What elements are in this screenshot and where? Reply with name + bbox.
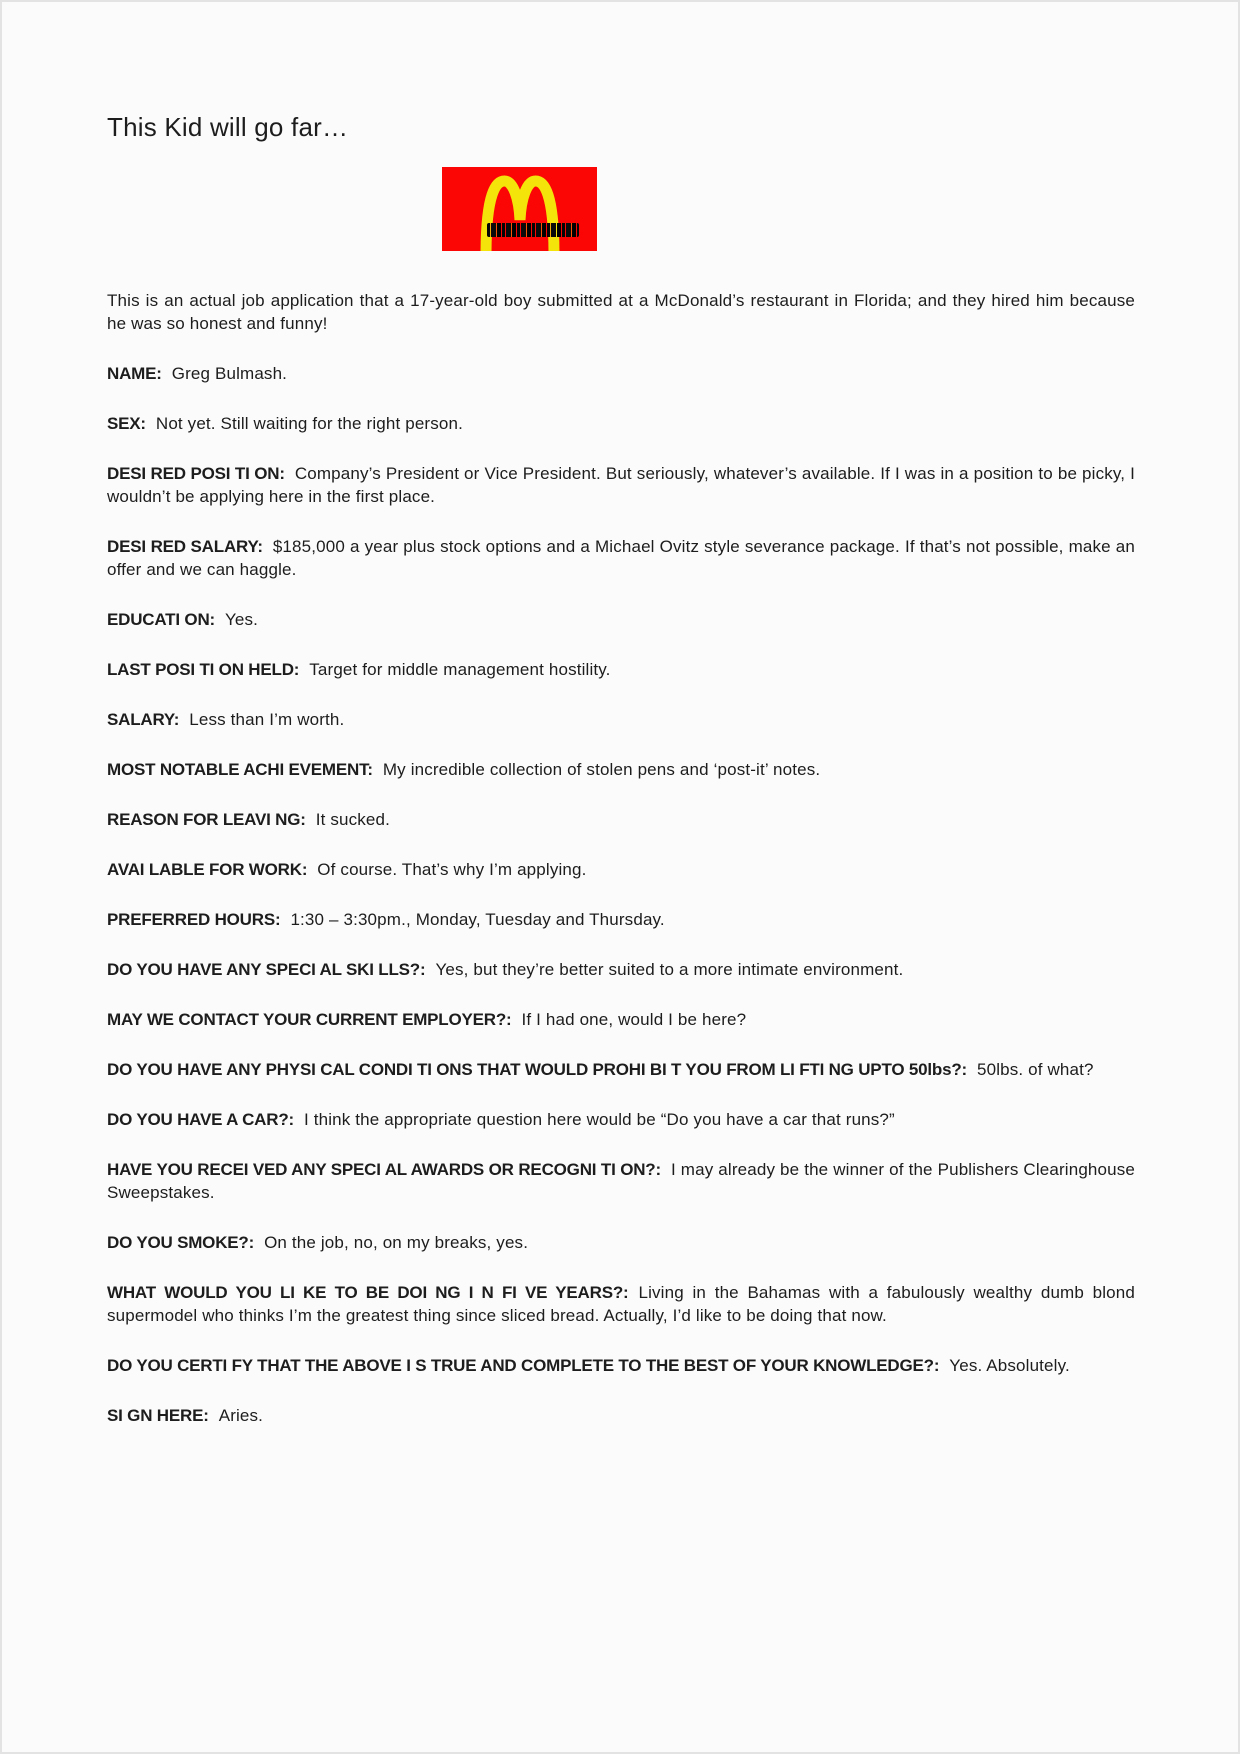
qa-label: LAST POSI TI ON HELD: bbox=[107, 660, 300, 679]
qa-value: It sucked. bbox=[315, 810, 391, 829]
page-content bbox=[107, 2, 1135, 1427]
qa-label: DESI RED POSI TI ON: bbox=[107, 464, 285, 483]
qa-label: WHAT WOULD YOU LI KE TO BE DOI NG I N FI VE YEARS?: bbox=[107, 1283, 629, 1302]
qa-label: REASON FOR LEAVI NG: bbox=[107, 810, 306, 829]
qa-item-physical-conditions bbox=[107, 1058, 1135, 1081]
qa-label: EDUCATI ON: bbox=[107, 610, 215, 629]
qa-label: DESI RED SALARY: bbox=[107, 537, 263, 556]
qa-label: DO YOU SMOKE?: bbox=[107, 1233, 255, 1252]
qa-item-sex bbox=[107, 412, 1135, 435]
qa-value: Greg Bulmash. bbox=[171, 364, 288, 383]
qa-value: Aries. bbox=[218, 1406, 264, 1425]
qa-value: Yes. Absolutely. bbox=[949, 1356, 1070, 1375]
qa-item-education bbox=[107, 608, 1135, 631]
qa-value: If I had one, would I be here? bbox=[521, 1010, 747, 1029]
qa-label: SI GN HERE: bbox=[107, 1406, 209, 1425]
qa-item-special-skills bbox=[107, 958, 1135, 981]
qa-value: My incredible collection of stolen pens and ‘post-it’ notes. bbox=[382, 760, 821, 779]
qa-item-five-years bbox=[107, 1281, 1135, 1327]
qa-label: DO YOU HAVE ANY SPECI AL SKI LLS?: bbox=[107, 960, 426, 979]
qa-value: Company’s President or Vice President. But seriously, whatever’s available. If I was in a position to be picky, I wouldn’t be applying here in the first place. bbox=[107, 464, 1135, 506]
qa-value: Less than I’m worth. bbox=[189, 710, 345, 729]
qa-value: Living in the Bahamas with a fabulously wealthy dumb blond supermodel who thinks I’m the greatest thing since sliced bread. Actually, I’d like to be doing that now. bbox=[107, 1283, 1135, 1325]
qa-value: 50lbs. of what? bbox=[977, 1060, 1094, 1079]
qa-item-available bbox=[107, 858, 1135, 881]
qa-item-smoke bbox=[107, 1231, 1135, 1254]
qa-item-achievement bbox=[107, 758, 1135, 781]
qa-value: Target for middle management hostility. bbox=[309, 660, 611, 679]
qa-label: SEX: bbox=[107, 414, 146, 433]
qa-item-desired-salary bbox=[107, 535, 1135, 581]
qa-value: I may already be the winner of the Publishers Clearinghouse Sweepstakes. bbox=[107, 1160, 1135, 1202]
qa-value: Yes. bbox=[224, 610, 259, 629]
qa-item-contact-employer bbox=[107, 1008, 1135, 1031]
qa-label: PREFERRED HOURS: bbox=[107, 910, 281, 929]
mcdonalds-logo bbox=[442, 167, 597, 251]
qa-item-sign-here bbox=[107, 1404, 1135, 1427]
golden-arches-icon bbox=[442, 167, 597, 251]
intro-paragraph: This is an actual job application that a 17-year-old boy submitted at a McDonald’s restaurant in Florida; and they hired him because he was so honest and funny! bbox=[107, 291, 1135, 333]
qa-value: I think the appropriate question here would be “Do you have a car that runs?” bbox=[304, 1110, 895, 1129]
qa-item-last-position bbox=[107, 658, 1135, 681]
qa-label: HAVE YOU RECEI VED ANY SPECI AL AWARDS OR RECOGNI TI ON?: bbox=[107, 1160, 661, 1179]
qa-value: Yes, but they’re better suited to a more intimate environment. bbox=[435, 960, 904, 979]
qa-label: SALARY: bbox=[107, 710, 180, 729]
qa-label: AVAI LABLE FOR WORK: bbox=[107, 860, 308, 879]
qa-label: DO YOU HAVE A CAR?: bbox=[107, 1110, 294, 1129]
qa-item-desired-position bbox=[107, 462, 1135, 508]
qa-label: DO YOU CERTI FY THAT THE ABOVE I S TRUE AND COMPLETE TO THE BEST OF YOUR KNOWLEDGE?: bbox=[107, 1356, 940, 1375]
qa-value: $185,000 a year plus stock options and a Michael Ovitz style severance package. If that’s not possible, make an offer and we can haggle. bbox=[107, 537, 1135, 579]
qa-item-reason-leaving bbox=[107, 808, 1135, 831]
qa-label: MOST NOTABLE ACHI EVEMENT: bbox=[107, 760, 373, 779]
qa-item-preferred-hours bbox=[107, 908, 1135, 931]
qa-item-name bbox=[107, 362, 1135, 385]
qa-item-car bbox=[107, 1108, 1135, 1131]
page-title: This Kid will go far… bbox=[107, 112, 349, 142]
logo-caption-illegible bbox=[487, 223, 579, 237]
qa-value: Not yet. Still waiting for the right person. bbox=[155, 414, 463, 433]
qa-value: On the job, no, on my breaks, yes. bbox=[264, 1233, 529, 1252]
qa-item-awards bbox=[107, 1158, 1135, 1204]
qa-item-certify bbox=[107, 1354, 1135, 1377]
qa-value: Of course. That’s why I’m applying. bbox=[317, 860, 587, 879]
qa-label: MAY WE CONTACT YOUR CURRENT EMPLOYER?: bbox=[107, 1010, 512, 1029]
qa-value: 1:30 – 3:30pm., Monday, Tuesday and Thursday. bbox=[290, 910, 665, 929]
qa-label: NAME: bbox=[107, 364, 162, 383]
qa-item-salary bbox=[107, 708, 1135, 731]
qa-label: DO YOU HAVE ANY PHYSI CAL CONDI TI ONS THAT WOULD PROHI BI T YOU FROM LI FTI NG UPTO 50lbs?: bbox=[107, 1060, 967, 1079]
